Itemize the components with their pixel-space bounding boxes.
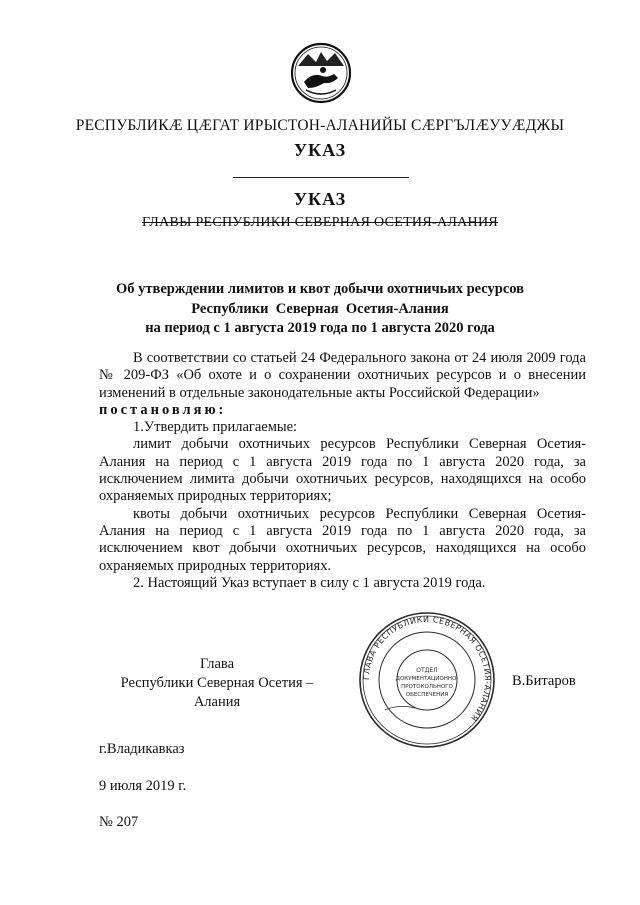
signing-date: 9 июля 2019 г.	[99, 778, 187, 794]
head-of-republic-title: ГЛАВЫ РЕСПУБЛИКИ СЕВЕРНАЯ ОСЕТИЯ-АЛАНИЯ	[141, 215, 499, 230]
item-1-limit: лимит добычи охотничьих ресурсов Республики Северная Осетия-Алания на период с 1 августа 2019 года по 1 августа 2020 года, за исключением лимита добычи охотничьих ресурсов, находящихся на особо охраняемых природных территориях;	[99, 436, 586, 505]
preamble-text: В соответствии со статьей 24 Федерального закона от 24 июля 2009 года № 209-ФЗ «Об охоте и о сохранении охотничьих ресурсов и о внесении изменений в отдельные законодательные акты Российской Федерации»	[99, 350, 586, 401]
stamp-outer-text: ГЛАВА РЕСПУБЛИКИ СЕВЕРНАЯ ОСЕТИЯ-АЛАНИЯ	[361, 614, 493, 723]
svg-text:ОТДЕЛ: ОТДЕЛ	[416, 667, 438, 674]
decree-body	[99, 350, 586, 592]
svg-text:ПРОТОКОЛЬНОГО: ПРОТОКОЛЬНОГО	[401, 684, 453, 690]
divider	[233, 177, 409, 178]
signatory-post	[99, 655, 335, 712]
decree-heading-ossetian: УКАЗ	[293, 140, 347, 160]
document-title	[0, 280, 640, 339]
decree-word: постановляю:	[99, 401, 227, 418]
svg-text:ОБЕСПЕЧЕНИЯ: ОБЕСПЕЧЕНИЯ	[405, 692, 449, 698]
official-stamp	[357, 610, 497, 750]
title-line: Об утверждении лимитов и квот добычи охотничьих ресурсов	[116, 281, 524, 297]
preamble-paragraph	[99, 350, 586, 419]
signatory-post-line: Глава	[199, 656, 235, 672]
decree-number: № 207	[99, 814, 139, 830]
coat-of-arms-icon	[290, 42, 352, 104]
svg-text:ДОКУМЕНТАЦИОННО-: ДОКУМЕНТАЦИОННО-	[395, 676, 459, 682]
place-of-signing: г.Владикавказ	[99, 741, 185, 757]
item-1: 1.Утвердить прилагаемые:	[133, 419, 298, 436]
republic-name-ossetian: РЕСПУБЛИКӔ ЦӔГАТ ИРЫСТОН-АЛАНИЙЫ СӔРГЪЛӔУУӔДЖЫ	[75, 117, 565, 134]
title-line: на период с 1 августа 2019 года по 1 августа 2020 года	[145, 320, 495, 336]
decree-heading-russian: УКАЗ	[293, 189, 347, 209]
title-line: Республики Северная Осетия-Алания	[191, 300, 449, 317]
item-1-quotas: квоты добычи охотничьих ресурсов Республики Северная Осетия-Алания на период с 1 августа 2019 года по 1 августа 2020 года, за исключением квот добычи охотничьих ресурсов, находящихся на особо охраняемых природных территориях.	[99, 505, 586, 574]
item-2: 2. Настоящий Указ вступает в силу с 1 августа 2019 года.	[133, 574, 486, 591]
signatory-name: В.Битаров	[512, 673, 576, 689]
signatory-post-line: Республики Северная Осетия – Алания	[120, 675, 314, 710]
